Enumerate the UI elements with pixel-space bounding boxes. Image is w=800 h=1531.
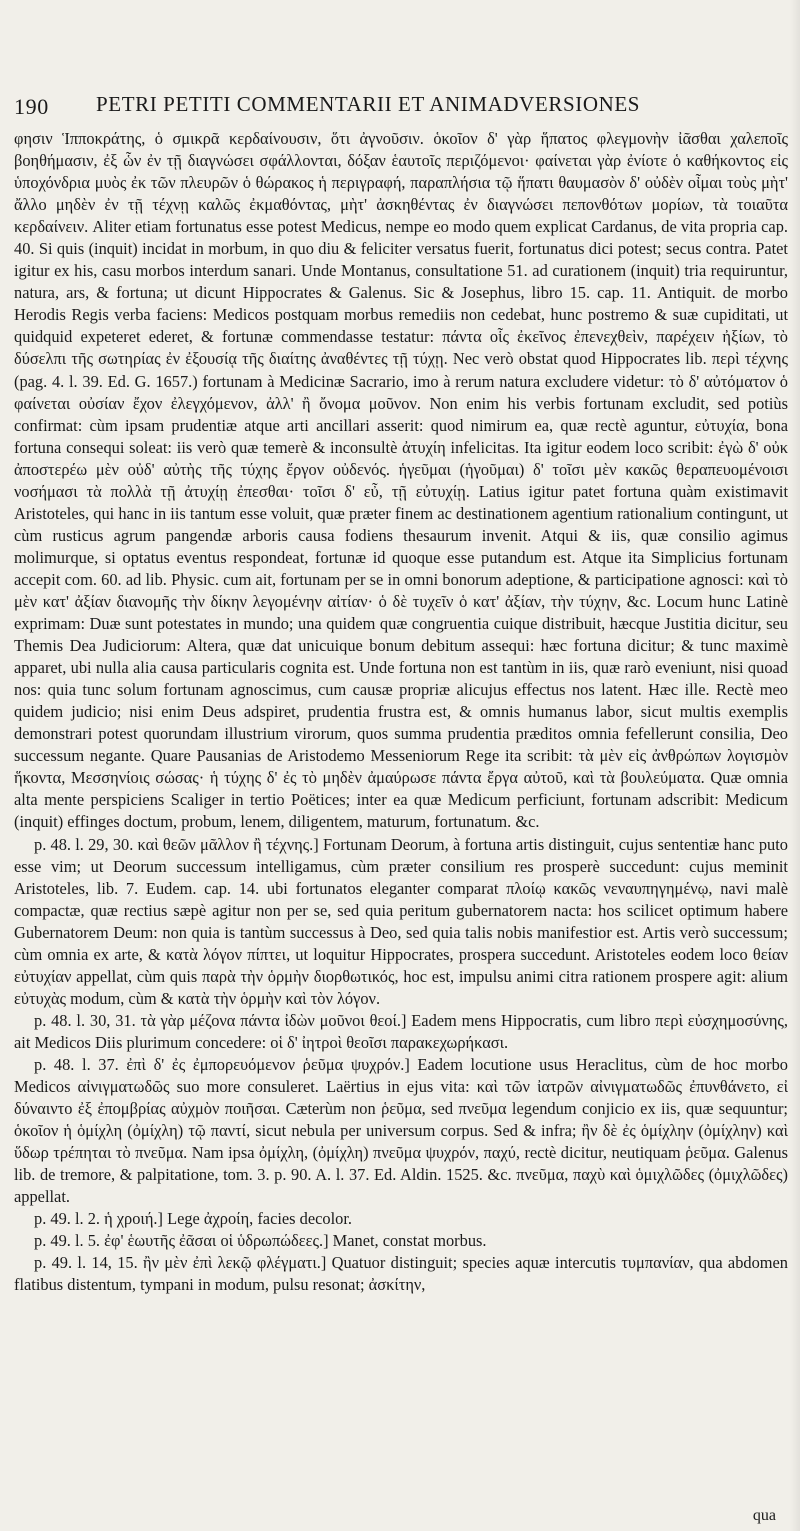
paragraph-note-p49-l5: p. 49. l. 5. ἐφ' ἑωυτῆς ἐᾶσαι οἱ ὑδρωπώδεες.] Manet, constat morbus. — [34, 1231, 487, 1251]
paragraph-commentary: φησιν Ἱπποκράτης, ὁ σμικρᾶ κερδαίνουσιν, ὅτι ἀγνοῦσιν. ὁκοῖον δ' γὰρ ἥπατος φλεγμονὴν ἰᾶσθαι χαλεποῖς βοηθήμασιν, ἐξ ὧν ἐν τῇ διαγνώσει σφάλλονται, δόξαν ἑαυτοῖς περιζόμενοι· φαίνεται γὰρ ἐνίοτε ὁ καθήκοντος εἰς ὑποχόνδρια μυὸς ἐκ τῶν πλευρῶν ὁ θώρακος ἡ περιγραφή, παραπλήσια τῷ ἥπατι θαυμασὸν δ' οὐδὲν οἶμαι τοὺς μὴτ' ἄλλο μηδὲν ἐν τῇ τέχνῃ καλῶς ἐκμαθόντας, μὴτ' ἀσκηθέντας ἐν διαγνώσει πεπονθότων μορίων, τὰ τοιαῦτα κερδαίνειν. Aliter etiam fortunatus esse potest Medicus, nempe eo modo quem explicat Cardanus, de vita propria cap. 40. Si quis (inquit) incidat in morbum, in quo diu & feliciter versatus fuerit, fortunatus dici potest; secus contra. Patet igitur ex his, casu morbos interdum sanari. Unde Montanus, consultatione 51. ad curationem (inquit) tria requiruntur, natura, ars, & fortuna; ut dicunt Hippocrates & Galenus. Sic & Josephus, libro 15. cap. 11. Antiquit. de morbo Herodis Regis verba faciens: Medicos postquam morbus remediis non cedebat, hunc postremo & suæ cupiditati, ut quidquid expeteret ederet, & fortunæ commendasse testatur: πάντα οἷς ἐκεῖνος ἐπενεχθεὶν, παρέχειν ἠξίων, τὸ δύσελπι τῆς σωτηρίας ἐν ἐξουσίᾳ τῆς διαίτης ἀναθέντες τῇ τύχῃ. Nec verò obstat quod Hippocrates lib. περὶ τέχνης (pag. 4. l. 39. Ed. G. 1657.) fortunam à Medicinæ Sacrario, imo à rerum natura excludere videtur: τὸ δ' αὐτόματον ὁ φαίνεται οὐσίαν ἔχον ἐλεγχόμενον, ἀλλ' ἢ ὄνομα μοῦνον. Non enim his verbis fortunam excludit, sed potiùs confirmat: cùm ipsam prudentiæ atque arti ancillari asserit: quod nimirum ea, quæ rectè aguntur, εὐτυχία, bona fortuna consequi soleat: iis verò quæ temerè & inconsultè ἀτυχίη infelicitas. Ita igitur eodem loco scribit: ἐγὼ δ' οὐκ ἀποστερέω μὲν οὐδ' αὐτὴς τῆς τύχης ἔργον οὐδενός. ἡγεῦμαι (ἡγοῦμαι) δ' τοῖσι μὲν κακῶς θεραπευομένοισι νοσήμασι τὰ πολλὰ τῇ ἀτυχίῃ ἐπεσθαι· τοῖσι δ' εὖ, τῇ εὐτυχίῃ. Latius igitur patet fortuna quàm existimavit Aristoteles, qui hanc in iis tantum esse voluit, quæ præter finem ac destinationem agentium rationalium contingunt, ut cùm rusticus agrum pangendæ arboris causa fodiens thesaurum invenit. Atqui & iis, quæ consilio agimus molimurque, si optatus eventus respondeat, fortunæ id quoque esse putandum est. Atque ita Simplicius fortunam accepit com. 60. ad lib. Physic. cum ait, fortunam per se in omni bonorum adeptione, & participatione agnosci: καὶ τὸ μὲν κατ' ἀξίαν διανομῆς τὴν δίκην λεγομένην αἰτίαν· ὁ δὲ τυχεῖν ὁ κατ' ἀξίαν, τὴν τύχην, &c. Locum hunc Latinè exprimam: Duæ sunt potestates in mundo; una quidem quæ congruentia cuique distribuit, hæcque Justitia dicitur, seu Themis Dea Judiciorum: Altera, quæ dat unicuique bonum debitum assequi: hæc fortuna dicitur; & tunc maximè apparet, ubi nulla alia causa particularis cognita est. Unde fortuna non est tantùm in iis, quæ rarò eveniunt, nisi quoad nos: quia tunc solum fortunam agnoscimus, cum causæ propriæ alicujus effectus nos latent. Hæc ille. Rectè meo quidem judicio; nisi enim Deus adspiret, prudentia frustra est, & omnis humanus labor, sicut multis exemplis demonstrari potest quorundam illustrium virorum, quos summa prudentia præditos omnia fefellerunt consilia, Deo successum negante. Quare Pausanias de Aristodemo Messeniorum Rege ita scribit: τὰ μὲν εἰς ἀνθρώπων λογισμὸν ἥκοντα, Μεσσηνίοις σώσας· ἡ τύχης δ' ἐς τὸ μηδὲν ἀμαύρωσε πάντα ἔργα αὐτοῦ, καὶ τὰ βουλεύματα. Quæ omnia alta mente perspiciens Scaliger in tertio Poëtices; inter ea quæ Medicum perficiunt, fortunam adscribit: Medicum (inquit) effinges doctum, probum, lenem, diligentem, maturum, fortunatum. &c. — [14, 129, 788, 832]
running-title: PETRI PETITI COMMENTARII ET ANIMADVERSIONES — [96, 92, 641, 116]
paragraph-note-p49-l14: p. 49. l. 14, 15. ἢν μὲν ἐπὶ λεκῷ φλέγματι.] Quatuor distinguit; species aquæ intercutis τυμπανίαν, qua abdomen flatibus distentum, tympani in modum, pulsu resonat; ἀσκίτην, — [14, 1253, 788, 1295]
paragraph-note-p48-l29: p. 48. l. 29, 30. καὶ θεῶν μᾶλλον ἢ τέχνης.] Fortunam Deorum, à fortuna artis distinguit, cujus sententiæ hanc puto esse vim; ut Deorum successum intelligamus, cùm præter consilium res prosperè succedunt: cujus meminit Aristoteles, lib. 7. Eudem. cap. 14. ubi fortunatos eleganter comparat πλοίῳ κακῶς νεναυπηγημένῳ, navi malè compactæ, quæ rectius sæpè agitur non per se, sed quia peritum gubernatorem nacta: hos scilicet optimum habere Gubernatorem Deum: non quia is tantùm successus à Deo, sed quia talis nobis manifestior est. Artis verò successum; cùm omnia ex arte, & κατὰ λόγον πίπτει, ut loquitur Hippocrates, prospera succedunt. Aristoteles eodem loco θείαν εὐτυχίαν appellat, cùm quis παρὰ τὴν ὁρμὴν διορθωτικός, hoc est, impulsu animi citra rationem prospere agit: alium εὐτυχὰς modum, cùm & κατὰ τὴν ὁρμὴν καὶ τὸν λόγον. — [14, 834, 788, 1008]
catchword: qua — [752, 1507, 776, 1524]
paragraph-note-p49-l2: p. 49. l. 2. ἡ χροιή.] Lege ἀχροίη, facies decolor. — [34, 1209, 352, 1229]
page-edge-shadow — [790, 0, 800, 1531]
running-head — [14, 92, 780, 126]
body-text — [14, 128, 788, 1296]
paragraph-note-p48-l30: p. 48. l. 30, 31. τὰ γὰρ μέζονα πάντα ἰδὼν μοῦνοι θεοί.] Eadem mens Hippocratis, cum libro περὶ εὐσχημοσύνης, ait Medicos Diis plurimum concedere: οἱ δ' ἰητροὶ θεοῖσι παρακεχωρήκασι. — [14, 1010, 788, 1052]
paragraph-note-p48-l37: p. 48. l. 37. ἐπὶ δ' ἐς ἐμπορευόμενον ῥεῦμα ψυχρόν.] Eadem locutione usus Heraclitus, cùm de hoc morbo Medicos αἰνιγματωδῶς suo more consuleret. Laërtius in ejus vita: καὶ τῶν ἰατρῶν αἰνιγματωδῶς ἐπυνθάνετο, εἰ δύναιντο ἐξ ἐπομβρίας αὐχμὸν ποιῆσαι. Cæterùm non ῥεῦμα, sed πνεῦμα legendum conjicio ex iis, quæ sequuntur; ὁκοῖον ἡ ὁμίχλη (ὀμίχλη) τῷ παντί, sicut nebula per universum corpus. Sed & infra; ἢν δὲ ἐς ὁμίχλην (ὀμίχλην) καὶ ὕδωρ τρέπηται τὸ πνεῦμα. Nam ipsa ὀμίχλη, (ὀμίχλη) πνεῦμα ψυχρόν, παχύ, rectè dicitur, neutiquam ῥεῦμα. Galenus lib. de tremore, & palpitatione, tom. 3. p. 90. A. l. 37. Ed. Aldin. 1525. &c. πνεῦμα, παχὺ καὶ ὁμιχλῶδες (ὀμιχλῶδες) appellat. — [14, 1054, 788, 1207]
page-number: 190 — [14, 94, 49, 119]
